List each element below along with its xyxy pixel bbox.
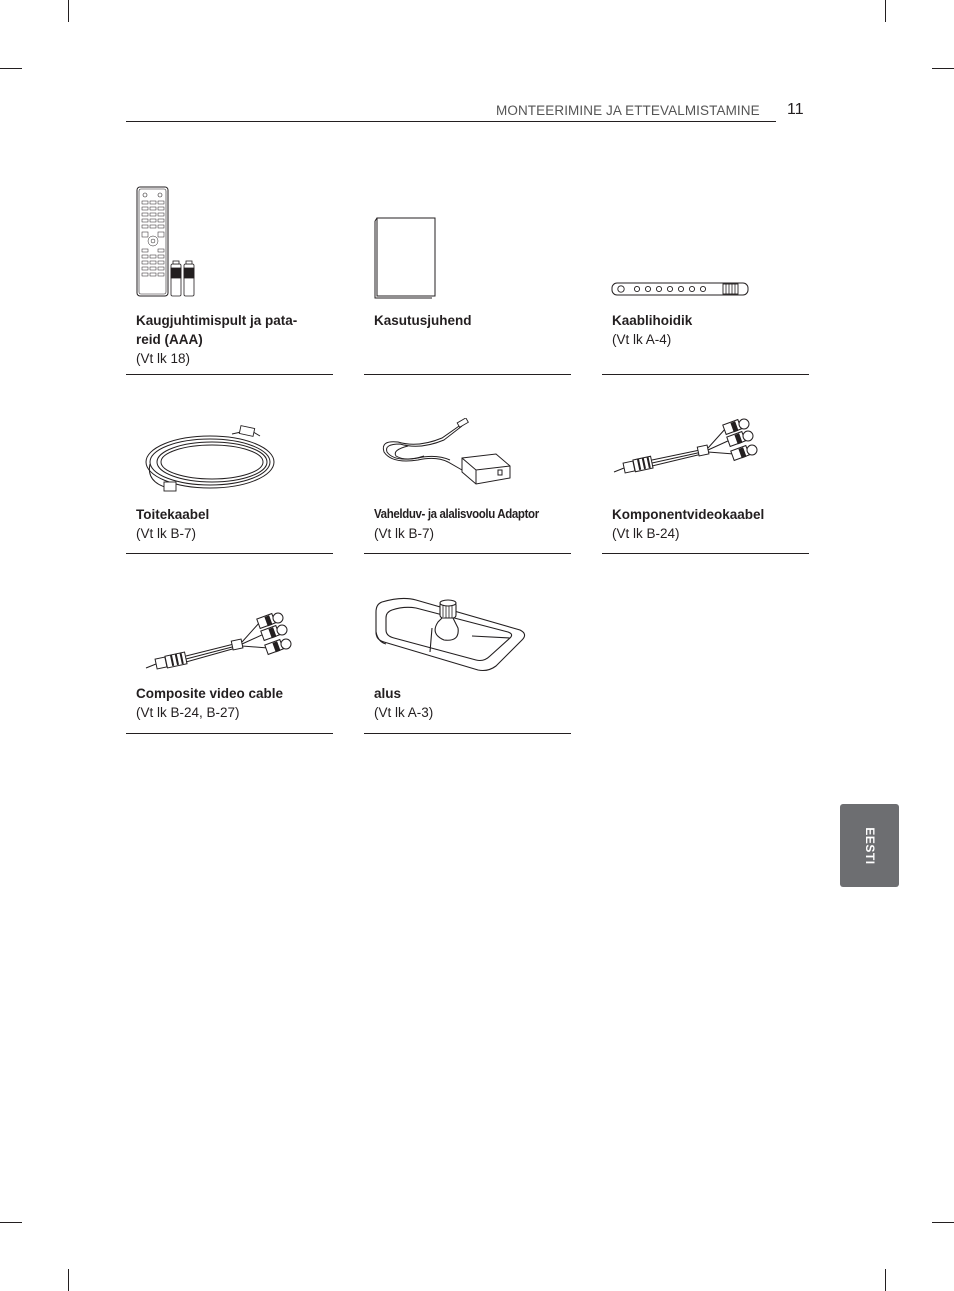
item-power-cable: [126, 410, 333, 555]
item-component-video-cable: [602, 410, 809, 555]
stand-icon: [372, 594, 532, 674]
item-rule: [126, 374, 333, 375]
language-tab-label: EESTI: [862, 826, 877, 865]
item-label: Toitekaabel: [136, 507, 210, 522]
crop-mark: [885, 1269, 886, 1291]
item-label: Kasutusjuhend: [374, 313, 472, 328]
item-reference: (Vt lk 18): [136, 351, 191, 366]
item-cable-holder: [602, 180, 809, 375]
item-composite-video-cable: [126, 590, 333, 735]
item-reference: (Vt lk B-24): [612, 526, 680, 541]
crop-mark: [68, 0, 69, 22]
header-rule: [126, 121, 776, 122]
item-reference: (Vt lk B-24, B-27): [136, 705, 240, 720]
item-stand: [364, 590, 571, 735]
item-rule: [126, 553, 333, 554]
battery-icon: [171, 261, 194, 296]
section-title: MONTEERIMINE JA ETTEVALMISTAMINE: [496, 103, 760, 118]
item-label: Composite video cable: [136, 686, 284, 701]
ac-dc-adapter-icon: [378, 418, 518, 490]
item-label: Vahelduv- ja alalisvoolu Adaptor: [374, 507, 539, 521]
crop-mark: [68, 1269, 69, 1291]
component-video-cable-icon: [610, 414, 760, 480]
item-label: Kaablihoidik: [612, 313, 693, 328]
item-reference: (Vt lk B-7): [136, 526, 197, 541]
item-rule: [602, 374, 809, 375]
remote-control-icon: [134, 186, 210, 298]
cable-holder-icon: [611, 281, 751, 299]
language-tab: [840, 804, 899, 887]
crop-mark: [0, 1222, 22, 1223]
crop-mark: [932, 1222, 954, 1223]
item-rule: [364, 733, 571, 734]
item-rule: [602, 553, 809, 554]
item-manual: [364, 180, 571, 375]
item-remote-control: [126, 180, 333, 375]
crop-mark: [885, 0, 886, 22]
item-label: alus: [374, 686, 402, 701]
item-rule: [126, 733, 333, 734]
page-number: 11: [787, 101, 804, 118]
item-reference: (Vt lk B-7): [374, 526, 435, 541]
composite-video-cable-icon: [142, 612, 298, 674]
item-rule: [364, 374, 571, 375]
item-ac-dc-adapter: [364, 410, 571, 555]
item-label: Kaugjuhtimispult ja pata- reid (AAA): [136, 313, 298, 347]
power-cable-icon: [142, 424, 282, 496]
crop-mark: [0, 68, 22, 69]
item-label: Komponentvideokaabel: [612, 507, 765, 522]
item-rule: [364, 553, 571, 554]
item-reference: (Vt lk A-4): [612, 332, 672, 347]
manual-icon: [372, 216, 438, 300]
crop-mark: [932, 68, 954, 69]
item-reference: (Vt lk A-3): [374, 705, 434, 720]
